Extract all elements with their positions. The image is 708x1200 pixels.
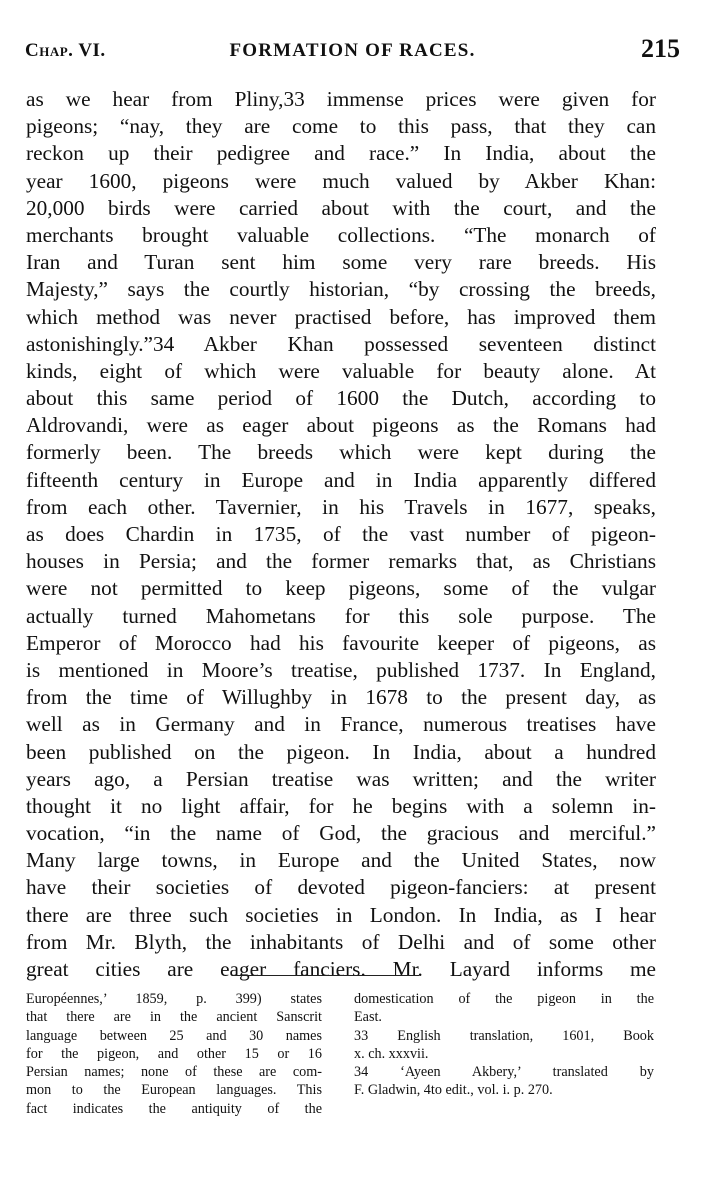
body-line: actually turned Mahometans for this sole purpose. The [26, 603, 656, 628]
footnote-line: language between 25 and 30 names [26, 1027, 322, 1044]
body-line: vocation, “in the name of God, the gracious and merciful.” [26, 821, 656, 846]
body-line: reckon up their pedigree and race.” In India, about the [26, 141, 656, 166]
body-line: Majesty,” says the courtly historian, “by crossing the breeds, [26, 277, 656, 302]
page-header [25, 34, 680, 66]
body-line: merchants brought valuable collections. “The monarch of [26, 222, 656, 247]
body-line: Emperor of Morocco had his favourite keeper of pigeons, as [26, 630, 656, 655]
footnote-line: Persian names; none of these are com- [26, 1064, 322, 1081]
body-line: about this same period of 1600 the Dutch, according to [26, 386, 656, 411]
body-line: fifteenth century in Europe and in India apparently differed [26, 467, 656, 492]
chapter-label: Chap. VI. [25, 40, 106, 61]
footnote-line: x. ch. xxxvii. [354, 1045, 429, 1062]
footnote-line: for the pigeon, and other 15 or 16 [26, 1045, 322, 1062]
footnote-line: mon to the European languages. This [26, 1082, 322, 1099]
body-line: there are three such societies in London. In India, as I hear [26, 902, 656, 927]
body-line: is mentioned in Moore’s treatise, published 1737. In England, [26, 657, 656, 682]
footnotes-right-column [354, 990, 654, 1100]
body-line: were not permitted to keep pigeons, some of the vulgar [26, 576, 656, 601]
body-line: thought it no light affair, for he begins with a solemn in- [26, 793, 656, 818]
page-number: 215 [641, 34, 680, 63]
body-line: Many large towns, in Europe and the United States, now [26, 848, 656, 873]
running-title: FORMATION OF RACES. [229, 40, 476, 61]
body-line: year 1600, pigeons were much valued by Akber Khan: [26, 168, 656, 193]
body-line: as does Chardin in 1735, of the vast number of pigeon- [26, 522, 656, 546]
footnote-line: Européennes,’ 1859, p. 399) states [26, 991, 322, 1007]
body-line: Iran and Turan sent him some very rare breeds. His [26, 250, 656, 275]
body-line: have their societies of devoted pigeon-fanciers: at present [26, 875, 656, 900]
body-line: houses in Persia; and the former remarks that, as Christians [26, 549, 656, 574]
footnote-divider [233, 975, 419, 976]
footnote-line: East. [354, 1009, 382, 1026]
body-line: kinds, eight of which were valuable for beauty alone. At [26, 358, 656, 383]
footnote-line: that there are in the ancient Sanscrit [26, 1009, 322, 1026]
body-line: as we hear from Pliny,33 immense prices were given for [26, 87, 656, 111]
body-line: from each other. Tavernier, in his Travels in 1677, speaks, [26, 494, 656, 519]
body-line: 20,000 birds were carried about with the court, and the [26, 195, 656, 220]
body-line: pigeons; “nay, they are come to this pass, that they can [26, 114, 656, 139]
footnote-line: fact indicates the antiquity of the [26, 1100, 322, 1117]
footnote-line: 34 ‘Ayeen Akbery,’ translated by [354, 1064, 654, 1081]
body-line: which method was never practised before, has improved them [26, 304, 656, 329]
footnote-line: F. Gladwin, 4to edit., vol. i. p. 270. [354, 1082, 553, 1099]
body-line: great cities are eager fanciers. Mr. Layard informs me [26, 957, 656, 981]
body-line: been published on the pigeon. In India, about a hundred [26, 739, 656, 764]
body-text [26, 86, 656, 983]
body-line: well as in Germany and in France, numerous treatises have [26, 712, 656, 737]
body-line: from the time of Willughby in 1678 to the present day, as [26, 685, 656, 710]
body-line: astonishingly.”34 Akber Khan possessed seventeen distinct [26, 331, 656, 356]
body-line: formerly been. The breeds which were kept during the [26, 440, 656, 465]
body-line: years ago, a Persian treatise was written; and the writer [26, 766, 656, 791]
body-line: from Mr. Blyth, the inhabitants of Delhi and of some other [26, 929, 656, 954]
footnote-line: 33 English translation, 1601, Book [354, 1027, 654, 1044]
footnotes-left-column [26, 990, 322, 1118]
footnote-line: domestication of the pigeon in the [354, 991, 654, 1007]
body-line: Aldrovandi, were as eager about pigeons as the Romans had [26, 413, 656, 438]
